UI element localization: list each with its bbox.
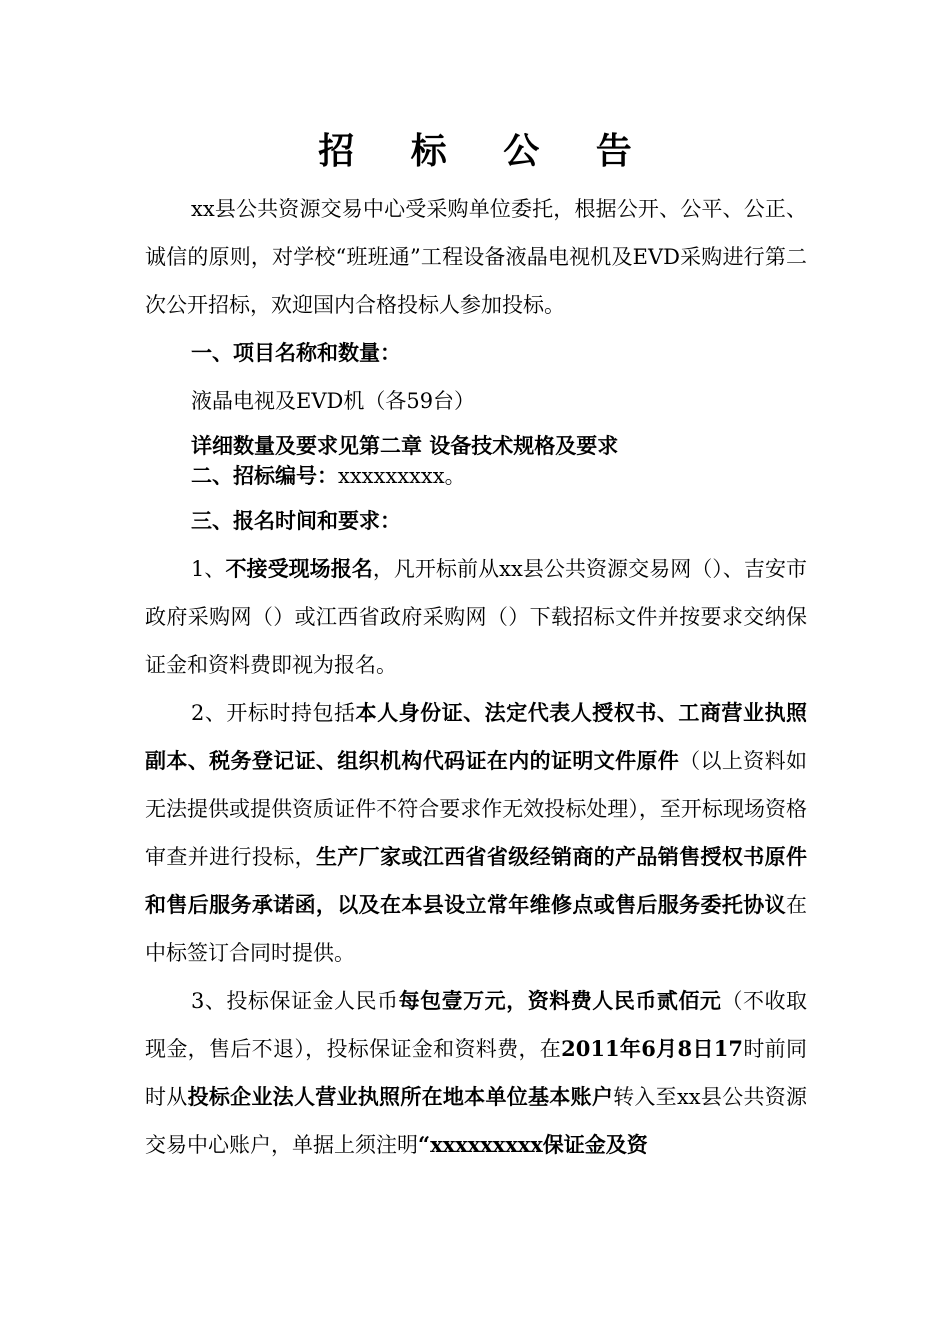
item3-mid3: 转入至xx县公共资源交易中心账户，单据上须注明: [145, 1085, 808, 1157]
item2-bold1: 本人身份证、法定代表人授权书、工商营业执照副本、税务登记证、组织机构代码证在内的证明文件原件: [145, 700, 807, 773]
page-title: 招 标 公 告: [318, 130, 654, 172]
section1-item: 液晶电视及EVD机（各59台）: [191, 389, 476, 413]
item3-bold3: 投标企业法人营业执照所在地本单位基本账户: [187, 1084, 614, 1109]
item3-bold4: “xxxxxxxxx保证金及资: [418, 1132, 648, 1157]
section1-note: 详细数量及要求见第二章 设备技术规格及要求: [191, 433, 619, 458]
intro-paragraph: xx县公共资源交易中心受采购单位委托，根据公开、公平、公正、诚信的原则，对学校“班班通”工程设备液晶电视机及EVD采购进行第二次公开招标，欢迎国内合格投标人参加投标。: [145, 197, 807, 317]
item1-prefix: 1、: [191, 557, 226, 581]
item1-rest: ，凡开标前从xx县公共资源交易网（）、吉安市政府采购网（）或江西省政府采购网（）下载招标文件并按要求交纳保证金和资料费即视为报名。: [145, 557, 808, 677]
document-body: [145, 185, 807, 1169]
section2-heading: 二、招标编号：: [191, 463, 338, 488]
item3-mid1: （不收取现金，售后不退），投标保证金和资料费，在: [145, 989, 808, 1061]
item3-bold2: 2011年6月8日17: [561, 1036, 744, 1061]
item2-rest: 在中标签订合同时提供。: [145, 893, 807, 965]
section2-line: [145, 461, 807, 491]
item2-paragraph: [145, 689, 807, 977]
item3-prefix: 3、投标保证金人民币: [191, 989, 399, 1013]
section3-heading: 三、报名时间和要求：: [191, 508, 401, 533]
item2-prefix: 2、开标时持包括: [191, 701, 356, 725]
item2-bold2: 生产厂家或江西省省级经销商的产品销售授权书原件和售后服务承诺函，以及在本县设立常年维修点或售后服务委托协议: [145, 844, 808, 917]
item3-mid2: 时前同时从: [145, 1037, 808, 1109]
item3-paragraph: [145, 977, 807, 1169]
item3-bold1: 每包壹万元，资料费人民币贰佰元: [398, 988, 722, 1013]
section1-heading: 一、项目名称和数量：: [191, 340, 401, 365]
item1-bold: 不接受现场报名: [225, 556, 373, 581]
item1-paragraph: [145, 545, 807, 689]
section2-value: xxxxxxxxx。: [338, 464, 466, 488]
item2-mid: （以上资料如无法提供或提供资质证件不符合要求作无效投标处理），至开标现场资格审查并进行投标，: [145, 749, 808, 869]
